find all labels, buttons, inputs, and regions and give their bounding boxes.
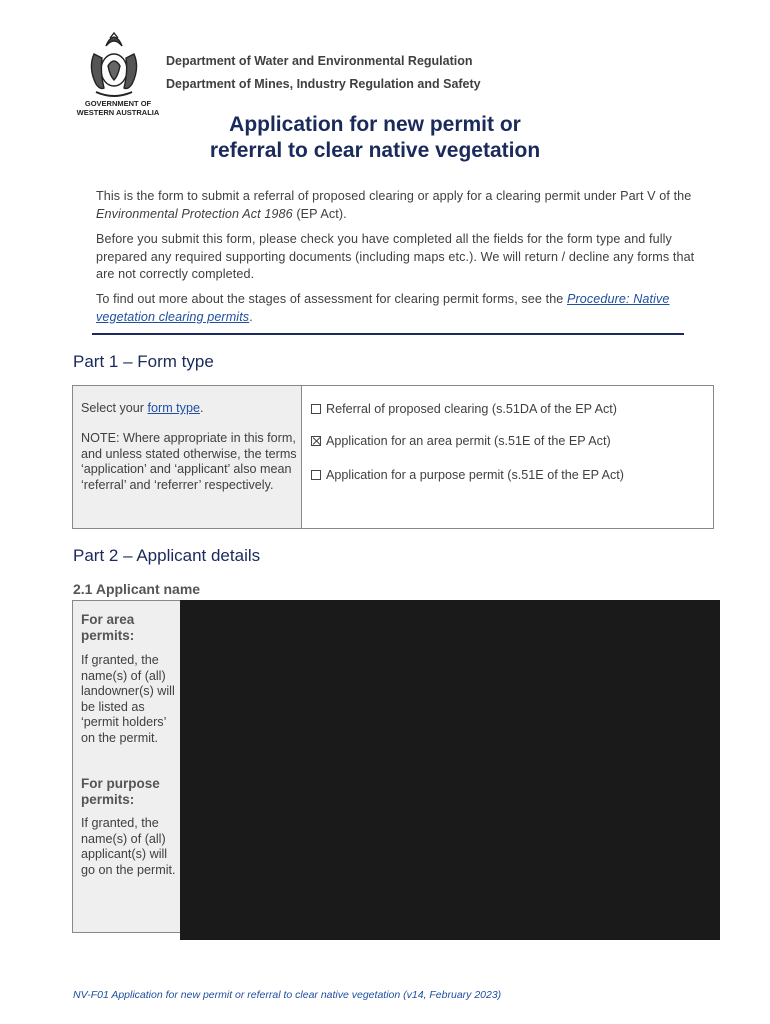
- intro-p3-text: To find out more about the stages of assessment for clearing permit forms, see the: [96, 292, 567, 306]
- intro-paragraph-3: [96, 291, 696, 326]
- area-permits-text: If granted, the name(s) of (all) landowner(s) will be listed as ‘permit holders’ on the permit.: [81, 653, 175, 745]
- document-title: [100, 112, 650, 164]
- logo-text-line-2: WESTERN AUSTRALIA: [76, 108, 160, 117]
- intro-p1-text: This is the form to submit a referral of proposed clearing or apply for a clearing permit under Part V of the: [96, 189, 692, 203]
- intro-p3-suffix: .: [249, 309, 253, 324]
- ep-act-citation: Environmental Protection Act 1986: [96, 206, 293, 221]
- form-type-link[interactable]: form type: [147, 401, 200, 415]
- select-form-type-text: [81, 401, 297, 417]
- option-area-permit[interactable]: [311, 434, 611, 448]
- select-suffix: .: [200, 401, 204, 415]
- title-line-1: Application for new permit or: [229, 113, 521, 136]
- note-text: NOTE: Where appropriate in this form, and unless stated otherwise, the terms ‘application’ and ‘applicant’ also mean ‘referral’ and ‘referrer’ respectively.: [81, 431, 297, 492]
- section-divider: [92, 333, 684, 335]
- logo-text-line-1: GOVERNMENT OF: [84, 99, 152, 108]
- department-name-1: Department of Water and Environmental Regulation: [166, 54, 473, 68]
- purpose-permits-heading: For purpose permits:: [81, 776, 160, 807]
- intro-paragraph-2: Before you submit this form, please check you have completed all the fields for the form type and fully prepared any required supporting documents (including maps etc.). We will return / decline any forms that are not correctly completed.: [96, 232, 695, 281]
- document-footer: NV-F01 Application for new permit or referral to clear native vegetation (v14, February 2023): [73, 989, 502, 1001]
- select-prefix: Select your: [81, 401, 148, 415]
- department-name-2: Department of Mines, Industry Regulation and Safety: [166, 77, 481, 91]
- part-2-heading: Part 2 – Applicant details: [73, 546, 261, 565]
- checkbox-checked-icon[interactable]: [311, 436, 321, 446]
- option-referral-label: Referral of proposed clearing (s.51DA of the EP Act): [326, 402, 617, 416]
- purpose-permits-text: If granted, the name(s) of (all) applicant(s) will go on the permit.: [81, 816, 176, 877]
- area-permits-heading: For area permits:: [81, 612, 135, 643]
- redacted-applicant-name-field[interactable]: [180, 600, 720, 940]
- option-area-permit-label: Application for an area permit (s.51E of the EP Act): [326, 434, 611, 448]
- government-crest-logo: [84, 32, 144, 100]
- procedure-link[interactable]: Procedure: Native vegetation clearing permits: [96, 292, 670, 324]
- intro-p1-suffix: (EP Act).: [292, 206, 347, 221]
- applicant-name-subheading: 2.1 Applicant name: [73, 581, 201, 597]
- intro-paragraph-1: [96, 188, 696, 223]
- option-purpose-permit-label: Application for a purpose permit (s.51E of the EP Act): [326, 468, 624, 482]
- checkbox-unchecked-icon[interactable]: [311, 404, 321, 414]
- option-referral[interactable]: [311, 402, 617, 416]
- option-purpose-permit[interactable]: [311, 468, 624, 482]
- checkbox-unchecked-icon[interactable]: [311, 470, 321, 480]
- title-line-2: referral to clear native vegetation: [209, 139, 541, 162]
- part-1-heading: Part 1 – Form type: [73, 352, 214, 371]
- applicant-guidance-cell: [72, 600, 182, 933]
